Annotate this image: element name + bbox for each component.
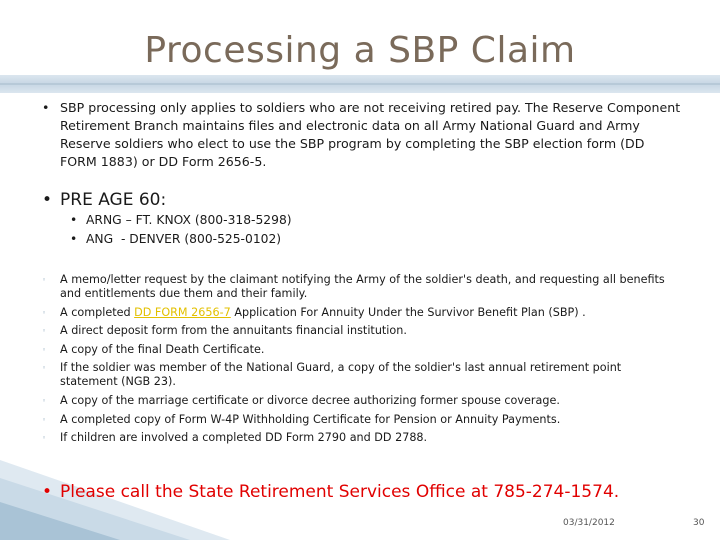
requirement-text: Application For Annuity Under the Survivor Benefit Plan (SBP) . — [230, 305, 586, 319]
requirement-item — [42, 431, 682, 445]
slide-number: 30 — [693, 518, 705, 528]
requirement-text: A direct deposit form from the annuitants financial institution. — [60, 324, 407, 338]
bullet-dot-icon: ◦ — [42, 364, 47, 373]
bullet-dot-icon: • — [70, 213, 78, 227]
dd-form-2656-7-link[interactable]: DD FORM 2656-7 — [134, 305, 231, 319]
title-underline-rule — [0, 83, 720, 85]
call-to-action — [42, 481, 682, 503]
bullet-dot-icon: ◦ — [42, 308, 47, 317]
slide-body — [42, 99, 682, 450]
contact-text: ANG - DENVER (800-525-0102) — [86, 232, 282, 246]
requirement-item — [42, 273, 682, 301]
requirement-text: A copy of the final Death Certificate. — [60, 342, 265, 356]
contact-item — [42, 211, 682, 230]
pre-age-text: PRE AGE 60: — [60, 190, 167, 210]
requirement-text: If children are involved a completed DD Form 2790 and DD 2788. — [60, 431, 428, 445]
intro-bullet — [42, 99, 682, 171]
requirement-text: A completed — [60, 305, 135, 319]
requirement-item — [42, 361, 682, 389]
bullet-dot-icon: ◦ — [42, 327, 47, 336]
requirement-text: A completed copy of Form W-4P Withholding Certificate for Pension or Annuity Payments. — [60, 412, 561, 426]
footer-date: 03/31/2012 — [563, 518, 615, 528]
contact-text: ARNG – FT. KNOX (800-318-5298) — [86, 213, 292, 227]
bullet-dot-icon: ◦ — [42, 396, 47, 405]
requirement-item — [42, 394, 682, 408]
bullet-dot-icon: ◦ — [42, 415, 47, 424]
intro-text: SBP processing only applies to soldiers who are not receiving retired pay. The Reserve Component Retirement Branch maintains files and electronic data on all Army National Guard and Army Reserve soldiers who elect to use the SBP program by completing the SBP election form (DD FORM 1883) or DD Form 2656-5. — [60, 100, 681, 169]
requirements-list — [42, 273, 682, 445]
slide-title: Processing a SBP Claim — [144, 30, 576, 71]
requirement-item — [42, 306, 682, 320]
bullet-dot-icon: ◦ — [42, 345, 47, 354]
requirement-item — [42, 343, 682, 357]
contact-item — [42, 230, 682, 249]
bullet-dot-icon: • — [70, 232, 78, 246]
bullet-dot-icon: • — [42, 190, 53, 210]
bullet-dot-icon: ◦ — [42, 276, 47, 284]
bullet-dot-icon: ◦ — [42, 434, 47, 443]
requirement-text: A memo/letter request by the claimant notifying the Army of the soldier's death, and requesting all benefits and entitlements due them and their family. — [60, 273, 665, 300]
bullet-dot-icon: • — [42, 482, 53, 502]
pre-age-bullet — [42, 189, 682, 211]
bullet-dot-icon: • — [42, 100, 50, 115]
call-to-action-text: Please call the State Retirement Services Office at 785-274-1574. — [60, 482, 620, 502]
requirement-text: A copy of the marriage certificate or divorce decree authorizing former spouse coverage. — [60, 393, 560, 407]
requirement-text: If the soldier was member of the National Guard, a copy of the soldier's last annual retirement point statement (NGB 23). — [60, 361, 622, 389]
requirement-item — [42, 324, 682, 338]
requirement-item — [42, 413, 682, 427]
